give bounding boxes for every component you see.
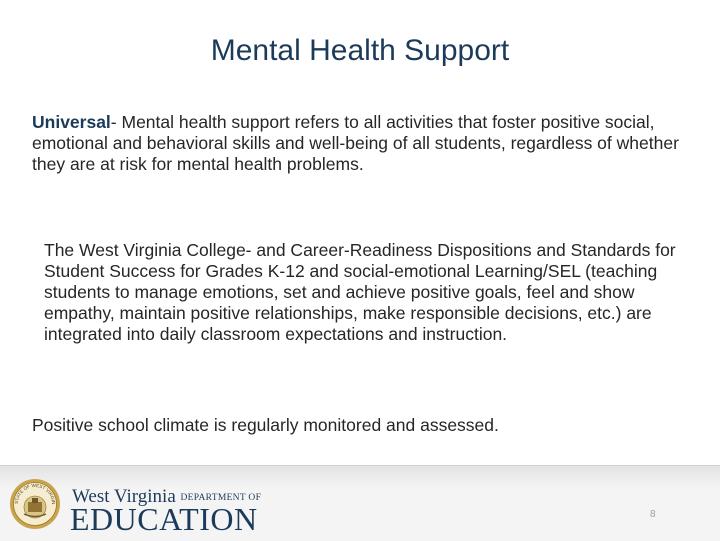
state-seal-logo — [9, 478, 61, 530]
universal-label: Universal — [32, 112, 111, 132]
page-number: 8 — [650, 509, 656, 520]
seal-text: STATE OF WEST VIRGIN — [13, 482, 57, 505]
climate-paragraph: Positive school climate is regularly monitored and assessed. — [32, 415, 499, 435]
org-dept: DEPARTMENT OF — [180, 493, 262, 503]
universal-paragraph — [32, 112, 682, 175]
footer-banner — [0, 465, 720, 541]
universal-text: - Mental health support refers to all activities that foster positive social, emotional and behavioral skills and well-being of all students, regardless of whether they are at risk for mental health problems. — [32, 112, 679, 174]
org-state: West Virginia — [72, 486, 176, 507]
slide-title: Mental Health Support — [210, 34, 510, 67]
standards-paragraph: The West Virginia College- and Career-Readiness Dispositions and Standards for Student Success for Grades K-12 and social-emotional Learning/SEL (teaching students to manage emotions, set and achieve positive goals, feel and show empathy, maintain positive relationships, make responsible decisions, etc.) are integrated into daily classroom expectations and instruction. — [44, 240, 676, 344]
org-education: EDUCATION — [70, 501, 258, 537]
